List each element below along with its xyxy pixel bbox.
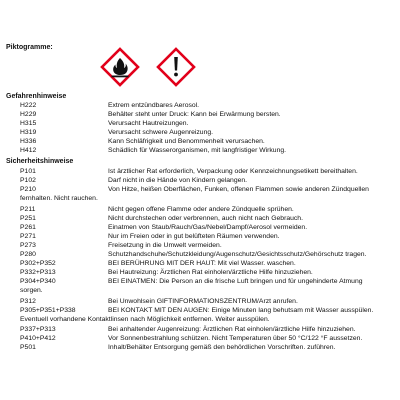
precautionary-statement-continuation: Eventuell vorhandene Kontaktlinsen nach Möglichkeit entfernen. Weiter ausspülen. [20, 316, 270, 323]
precautionary-statement-continuation: fernhalten. Nicht rauchen. [20, 195, 98, 202]
hazard-statements-heading: Gefahrenhinweise [6, 93, 67, 100]
ghs07-exclamation-icon [155, 46, 197, 88]
ghs02-flame-icon [99, 46, 141, 88]
safety-document: Piktogramme: Gefahrenhinweise H222 Extrem entzündbares Aerosol. H229 Behälter steht unter Druck: Kann bei Erwärmung bersten. H315 Verursacht Hautreizungen. H319 Verursacht schwere Augenreizung. H336 Kann Schläfrigkeit und Benommenheit verursachen. H412 Schädlich für Wasserorganismen, mit langfristiger Wirkung. Sicherheitshinweise P101 Ist ärztlicher Rat erforderlich, Verpackung oder Kennzeichnungsetikett bereithalten. P102 Darf nicht in die Hände von Kindern gelangen. P210 Von Hitze, heißen Oberflächen, Funken, offenen Flammen sowie anderen Zündquellen fernhalten. Nicht rauchen. P211 Nicht gegen offene Flamme oder andere Zündquelle sprühen. P251 Nicht durchstechen oder verbrennen, auch nicht nach Gebrauch. P261 Einatmen von Staub/Rauch/Gas/Nebel/Dampf/Aerosol vermeiden. P271 Nur im Freien oder in gut belüfteten Räumen verwenden. P273 Freisetzung in die Umwelt vermeiden. P280 Schutzhandschuhe/Schutzkleidung/Augenschutz/Gesichtsschutz/Gehörschutz tragen. P302+P352 BEI BERÜHRUNG MIT DER HAUT: Mit viel Wasser. waschen. P332+P313 Bei Hautreizung: Ärztlichen Rat einholen/ärztliche Hilfe hinzuziehen. P304+P340 BEI EINATMEN: Die Person an die frische Luft bringen und für ungehinderte Atmung sorgen. P312 Bei Unwohlsein GIFTINFORMATIONSZENTRUM/Arzt anrufen. P305+P351+P338 BEI KONTAKT MIT DEN AUGEN: Einige Minuten lang behutsam mit Wasser ausspülen. Eventuell vorhandene Kontaktlinsen nach Möglichkeit entfernen. Weiter ausspülen. P337+P313 Bei anhaltender Augenreizung: Ärztlichen Rat einholen/ärztliche Hilfe hinzuziehen. P410+P412 Vor Sonnenbestrahlung schützen. Nicht Temperaturen über 50 °C/122 °F aussetzen. P501 Inhalt/Behälter Entsorgung gemäß den behördlichen Vorschriften. zuführen. [6, 44, 374, 351]
precautionary-statement-continuation: sorgen. [20, 287, 43, 294]
precautionary-statements-heading: Sicherheitshinweise [6, 158, 74, 165]
pictograms-heading: Piktogramme: [6, 44, 53, 51]
